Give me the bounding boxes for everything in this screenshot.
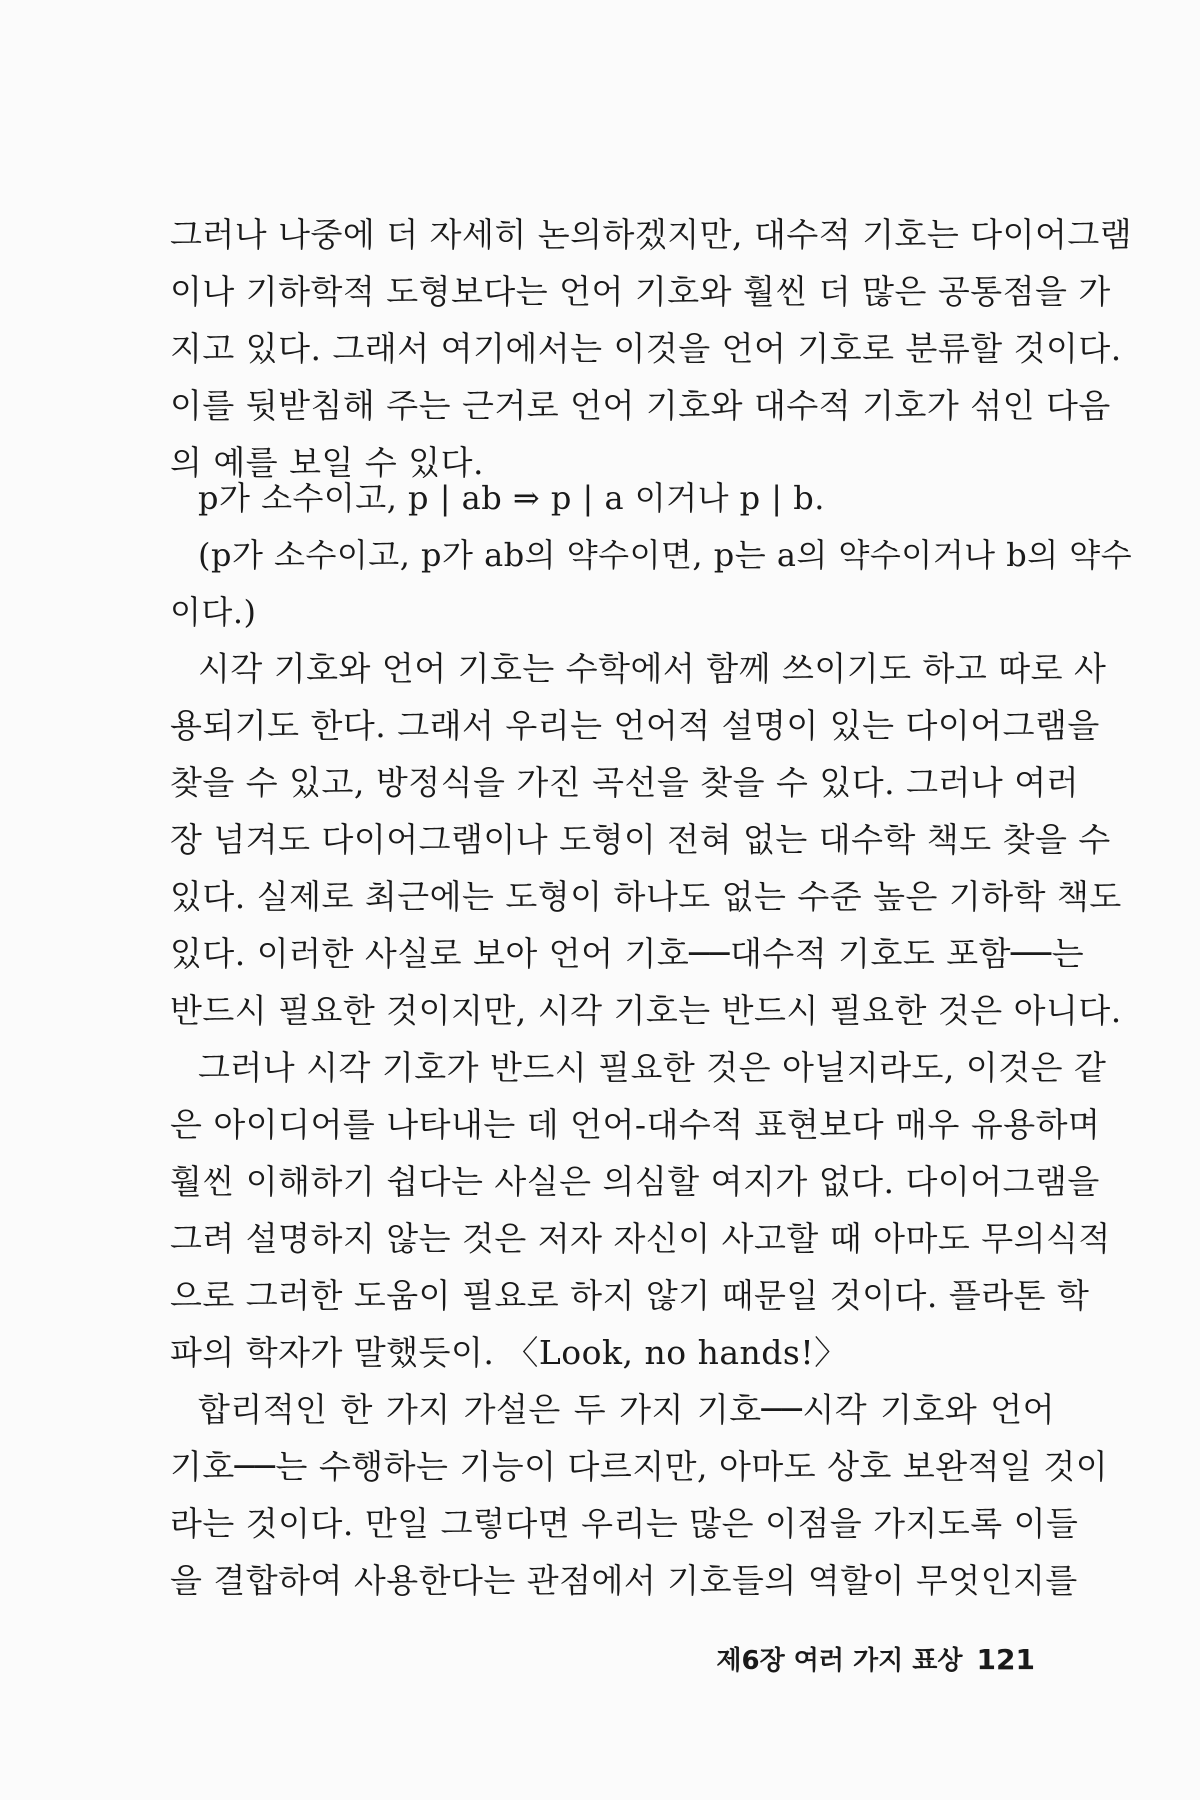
text-line: 지고 있다. 그래서 여기에서는 이것을 언어 기호로 분류할 것이다.	[170, 329, 1122, 368]
text-line: 그러나 시각 기호가 반드시 필요한 것은 아닐지라도, 이것은 같	[198, 1048, 1107, 1087]
text-line: 이나 기하학적 도형보다는 언어 기호와 훨씬 더 많은 공통점을 가	[170, 272, 1111, 311]
formula-translation-end: 이다.)	[170, 593, 257, 631]
text-line: 훨씬 이해하기 쉽다는 사실은 의심할 여지가 없다. 다이어그램을	[170, 1162, 1100, 1201]
text-line: 반드시 필요한 것이지만, 시각 기호는 반드시 필요한 것은 아니다.	[170, 991, 1122, 1030]
text-line: 기호──는 수행하는 기능이 다르지만, 아마도 상호 보완적일 것이	[170, 1447, 1109, 1486]
text-line: 용되기도 한다. 그래서 우리는 언어적 설명이 있는 다이어그램을	[170, 706, 1100, 745]
formula-translation: (p가 소수이고, p가 ab의 약수이면, p는 a의 약수이거나 b의 약수	[198, 536, 1133, 574]
text-line: 찾을 수 있고, 방정식을 가진 곡선을 찾을 수 있다. 그러나 여러	[170, 763, 1079, 802]
text-line: 을 결합하여 사용한다는 관점에서 기호들의 역할이 무엇인지를	[170, 1561, 1078, 1600]
text-line: 합리적인 한 가지 가설은 두 가지 기호──시각 기호와 언어	[198, 1390, 1055, 1429]
formula-block	[170, 470, 1133, 641]
text-line: 있다. 실제로 최근에는 도형이 하나도 없는 수준 높은 기하학 책도	[170, 877, 1122, 916]
text-line: 으로 그러한 도움이 필요로 하지 않기 때문일 것이다. 플라톤 학	[170, 1276, 1090, 1315]
text-line: 파의 학자가 말했듯이. 〈Look, no hands!〉	[170, 1333, 848, 1372]
paragraph-2	[170, 640, 1122, 1039]
chapter-title: 제6장 여러 가지 표상	[716, 1646, 963, 1676]
page-footer	[716, 1640, 1035, 1677]
text-line: 그려 설명하지 않는 것은 저자 자신이 사고할 때 아마도 무의식적	[170, 1219, 1111, 1258]
paragraph-4	[170, 1381, 1109, 1609]
text-line: 라는 것이다. 만일 그렇다면 우리는 많은 이점을 가지도록 이들	[170, 1504, 1079, 1543]
text-line: 시각 기호와 언어 기호는 수학에서 함께 쓰이기도 하고 따로 사	[198, 649, 1107, 688]
text-line: 있다. 이러한 사실로 보아 언어 기호──대수적 기호도 포함──는	[170, 934, 1085, 973]
formula-line: p가 소수이고, p | ab ⇒ p | a 이거나 p | b.	[198, 479, 825, 517]
text-line: 이를 뒷받침해 주는 근거로 언어 기호와 대수적 기호가 섞인 다음	[170, 386, 1111, 425]
page-number: 121	[976, 1643, 1035, 1676]
text-line: 그러나 나중에 더 자세히 논의하겠지만, 대수적 기호는 다이어그램	[170, 215, 1133, 254]
text-line: 은 아이디어를 나타내는 데 언어-대수적 표현보다 매우 유용하며	[170, 1105, 1101, 1144]
paragraph-3	[170, 1039, 1111, 1381]
paragraph-1	[170, 206, 1133, 491]
text-line: 장 넘겨도 다이어그램이나 도형이 전혀 없는 대수학 책도 찾을 수	[170, 820, 1111, 859]
text-line: 의 예를 보일 수 있다.	[170, 443, 484, 482]
